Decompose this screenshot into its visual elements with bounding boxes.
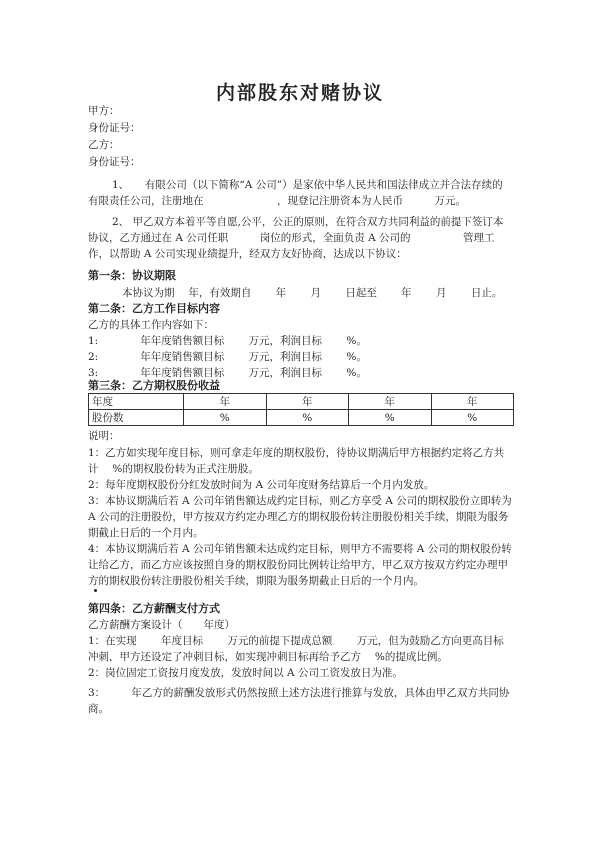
intro-paragraph-2-line-2: 协议，乙方通过在 A 公司任职 岗位的形式，全面负责 A 公司的 管理工	[88, 232, 495, 244]
notes-label: 说明：	[88, 430, 120, 442]
article-4-item: 1：在实现 年度目标 万元的前提下提成总额 万元，但为鼓励乙方向更高目标	[88, 635, 504, 647]
article-4-item: 3： 年乙方的薪酬发放形式仍然按照上述方法进行推算与发放，具体由甲乙双方共同协	[88, 687, 510, 699]
note-line: 方的期权股份转注册股份相关手续，期限为服务期截止日后的一个月内。	[88, 575, 424, 587]
table-cell: 年	[431, 394, 514, 410]
table-cell: %	[266, 410, 349, 426]
bullet-dot	[94, 589, 97, 592]
table-cell: 年	[184, 394, 267, 410]
note-line: 让给乙方，而乙方应该按照自身的期权股份同比例转让给甲方，甲乙双方按双方约定办理甲	[88, 559, 508, 571]
intro-paragraph-1-line-2: 有限责任公司，注册地在 ，现登记注册资本为人民币 万元。	[88, 195, 466, 207]
table-row-shares	[89, 410, 514, 426]
table-row-year	[89, 394, 514, 410]
note-line: 3：本协议期满后若 A 公司年销售额达成约定目标，则乙方享受 A 公司的期权股份立即转为	[88, 495, 512, 507]
article-4-item: 冲刺，甲方还设定了冲刺目标，如实现冲刺目标再给予乙方 %的提成比例。	[88, 651, 448, 663]
article-4-intro: 乙方薪酬方案设计（ 年度）	[88, 619, 235, 631]
intro-paragraph-2-line-3: 作，以帮助 A 公司实现业绩提升，经双方友好协商，达成以下协议：	[88, 248, 407, 260]
table-cell: %	[349, 410, 432, 426]
note-line: 计 %的期权股份转为正式注册股。	[88, 463, 259, 475]
table-cell: %	[431, 410, 514, 426]
intro-paragraph-1-line-1: 1、 有限公司（以下简称“A 公司”）是家依中华人民共和国法律成立并合法存续的	[112, 179, 503, 191]
article-4-item: 2：岗位固定工资按月度发放，发放时间以 A 公司工资发放日为准。	[88, 667, 403, 679]
document-title: 内部股东对赌协议	[215, 82, 384, 104]
table-cell: %	[184, 410, 267, 426]
article-2-heading: 第二条：乙方工作目标内容	[88, 302, 220, 315]
table-cell-label: 股份数	[89, 410, 184, 426]
table-cell-label: 年度	[89, 394, 184, 410]
party-a-label: 甲方：	[88, 105, 120, 117]
article-2-item: 2: 年年度销售额目标 万元，利润目标 %。	[88, 351, 367, 363]
party-b-id-label: 身份证号：	[88, 156, 141, 168]
article-1-text: 本协议为期 年，有效期自 年 月 日起至 年 月 日止。	[122, 287, 503, 299]
note-line: 1：乙方如实现年度目标，则可拿走年度的期权股份，待协议期满后甲方根据约定将乙方共	[88, 447, 505, 459]
intro-paragraph-2-line-1: 2、 甲乙双方本着平等自愿,公平，公正的原则，在符合双方共同利益的前提下签订本	[112, 216, 504, 228]
note-line: 2：每年度期权股份分红发放时间为 A 公司年度财务结算后一个月内发放。	[88, 479, 435, 491]
article-1-heading: 第一条：协议期限	[88, 269, 176, 282]
equity-table	[88, 393, 514, 426]
party-a-id-label: 身份证号：	[88, 122, 141, 134]
article-2-intro: 乙方的具体工作内容如下：	[88, 319, 214, 331]
note-line: 期截止日后的一个月内。	[88, 527, 204, 539]
table-cell: 年	[266, 394, 349, 410]
party-b-label: 乙方：	[88, 139, 120, 151]
article-4-item: 商。	[88, 703, 109, 715]
note-line: A 公司的注册股份，甲方按双方约定办理乙方的期权股份转注册股份相关手续，期限为服务	[88, 511, 509, 523]
note-line: 4：本协议期满后若 A 公司年销售额未达成约定目标，则甲方不需要将 A 公司的期权股份转	[88, 543, 512, 555]
article-2-item: 1: 年年度销售额目标 万元，利润目标 %。	[88, 335, 367, 347]
article-3-heading: 第三条：乙方期权股份收益	[88, 379, 220, 392]
article-4-heading: 第四条：乙方薪酬支付方式	[88, 602, 220, 615]
table-cell: 年	[349, 394, 432, 410]
article-2-item: 3: 年年度销售额目标 万元，利润目标 %。	[88, 367, 367, 379]
